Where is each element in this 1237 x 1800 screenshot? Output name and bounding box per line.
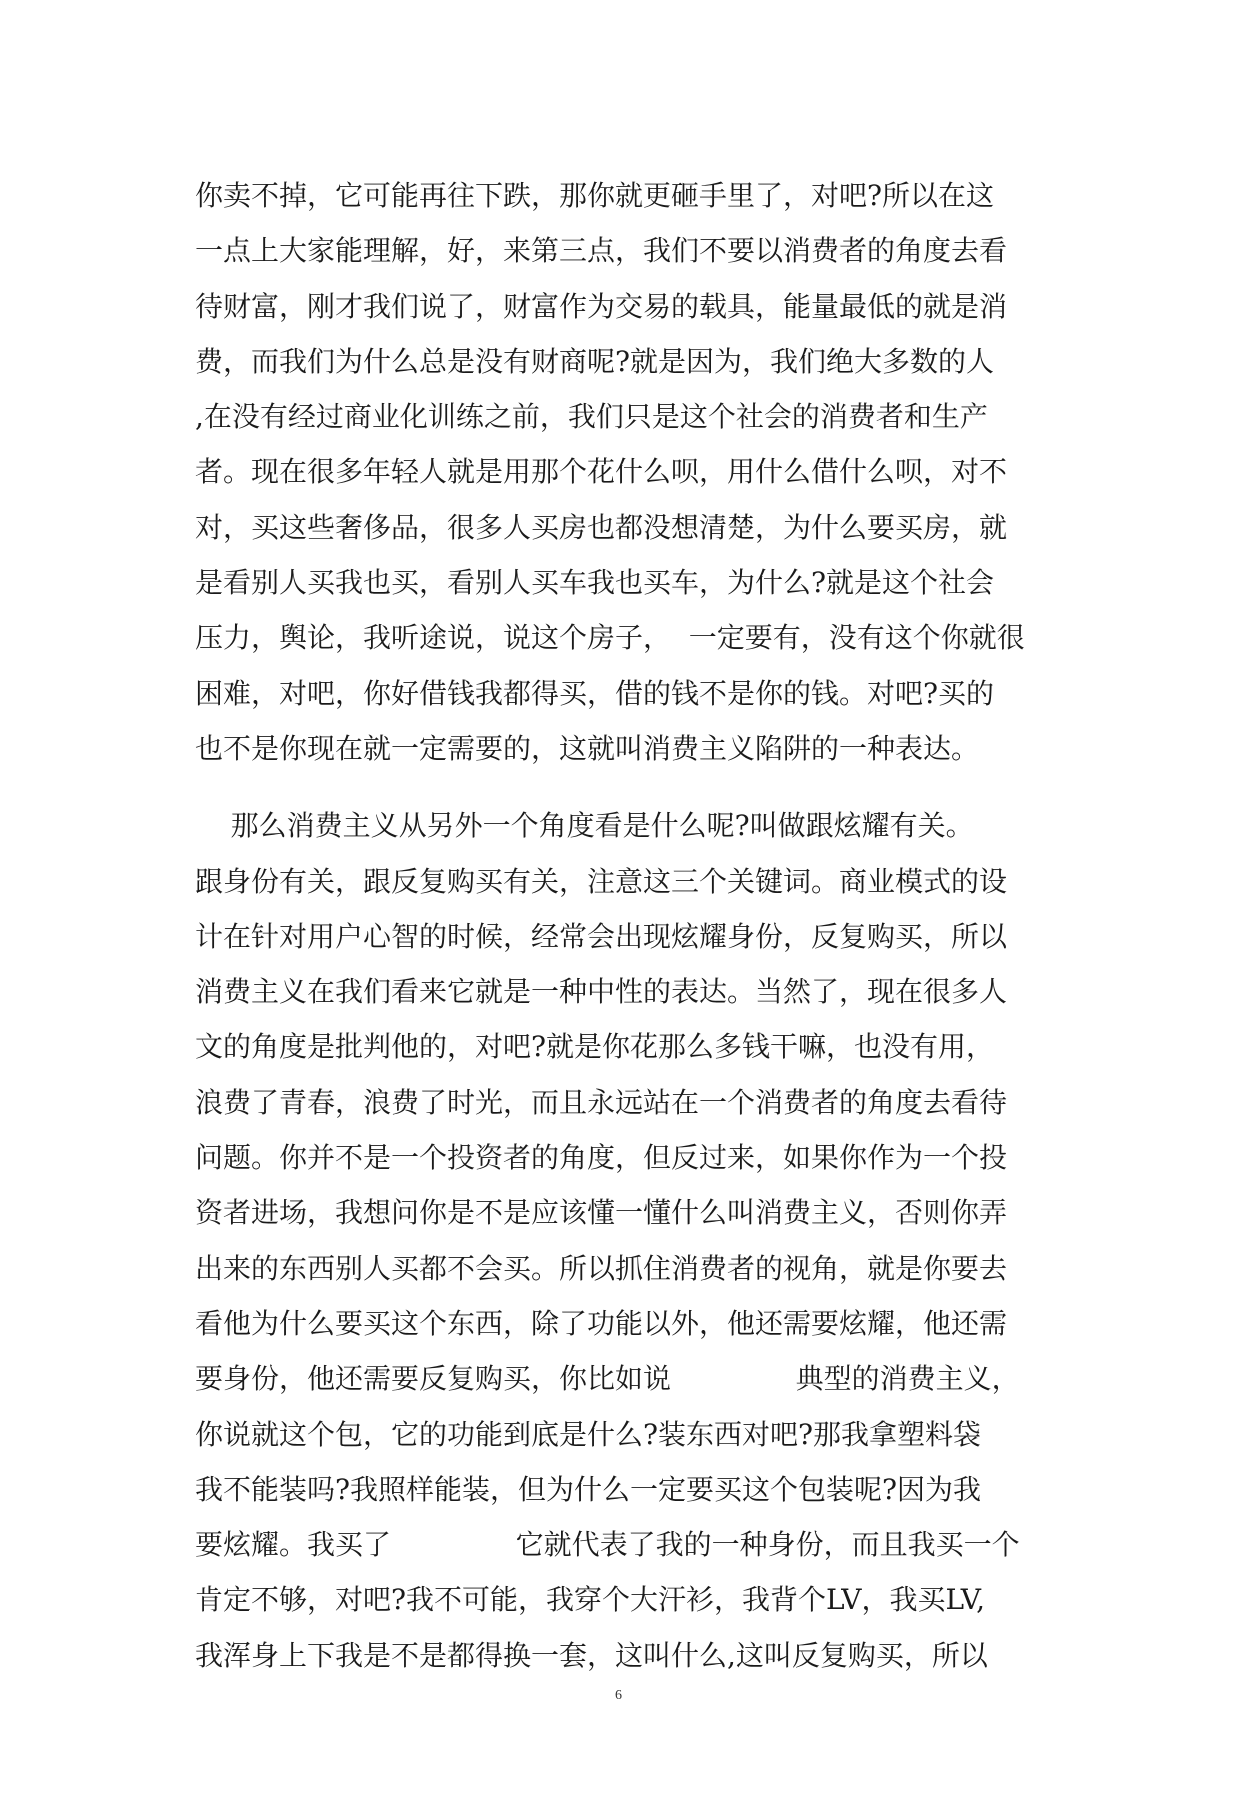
- text-line: 那么消费主义从另外一个角度看是什么呢?叫做跟炫耀有关。: [195, 809, 974, 843]
- text-line: 看他为什么要买这个东西，除了功能以外，他还需要炫耀，他还需: [195, 1306, 1008, 1340]
- text-line: 资者进场，我想问你是不是应该懂一懂什么叫消费主义，否则你弄: [195, 1196, 1008, 1230]
- text-line: 浪费了青春，浪费了时光，而且永远站在一个消费者的角度去看待: [195, 1085, 1008, 1119]
- text-line: ,在没有经过商业化训练之前，我们只是这个社会的消费者和生产: [195, 400, 988, 434]
- text-line: 消费主义在我们看来它就是一种中性的表达。当然了，现在很多人: [195, 975, 1008, 1009]
- page-number: 6: [615, 1688, 622, 1703]
- paragraph-1: [195, 168, 1055, 776]
- text-line: 出来的东西别人买都不会买。所以抓住消费者的视角，就是你要去: [195, 1251, 1008, 1285]
- text-line: 跟身份有关，跟反复购买有关，注意这三个关键词。商业模式的设: [195, 864, 1008, 898]
- text-line: 待财富，刚才我们说了，财富作为交易的载具，能量最低的就是消: [195, 289, 1008, 323]
- text-line: 也不是你现在就一定需要的，这就叫消费主义陷阱的一种表达。: [195, 731, 980, 765]
- body-text: [195, 168, 1055, 1683]
- paragraph-2: [195, 798, 1055, 1683]
- text-line: 要身份，他还需要反复购买，你比如说 典型的消费主义，: [195, 1362, 1020, 1396]
- text-line: 你卖不掉，它可能再往下跌，那你就更砸手里了，对吧?所以在这: [195, 179, 995, 212]
- text-line: 要炫耀。我买了 它就代表了我的一种身份，而且我买一个: [195, 1528, 1020, 1562]
- text-line: 一点上大家能理解，好，来第三点，我们不要以消费者的角度去看: [195, 234, 1008, 268]
- text-line: 是看别人买我也买，看别人买车我也买车，为什么?就是这个社会: [195, 566, 995, 600]
- text-line: 你说就这个包，它的功能到底是什么?装东西对吧?那我拿塑料袋: [195, 1417, 982, 1451]
- text-line: 肯定不够，对吧?我不可能，我穿个大汗衫，我背个LV，我买LV,: [195, 1583, 986, 1617]
- paragraph-spacer: [195, 776, 1055, 798]
- text-line: 对，买这些奢侈品，很多人买房也都没想清楚，为什么要买房，就: [195, 510, 1008, 544]
- text-line: 者。现在很多年轻人就是用那个花什么呗，用什么借什么呗，对不: [195, 455, 1008, 489]
- text-line: 我浑身上下我是不是都得换一套，这叫什么,这叫反复购买，所以: [195, 1638, 988, 1672]
- text-line: 我不能装吗?我照样能装，但为什么一定要买这个包装呢?因为我: [195, 1472, 982, 1506]
- text-line: 问题。你并不是一个投资者的角度，但反过来，如果你作为一个投: [195, 1141, 1008, 1175]
- text-line: 文的角度是批判他的，对吧?就是你花那么多钱干嘛，也没有用，: [195, 1030, 995, 1064]
- text-line: 压力，舆论，我听途说，说这个房子， 一定要有，没有这个你就很: [195, 621, 1025, 655]
- text-line: 计在针对用户心智的时候，经常会出现炫耀身份，反复购买，所以: [195, 919, 1008, 953]
- text-line: 困难，对吧，你好借钱我都得买，借的钱不是你的钱。对吧?买的: [195, 676, 995, 710]
- text-line: 费，而我们为什么总是没有财商呢?就是因为，我们绝大多数的人: [195, 344, 995, 378]
